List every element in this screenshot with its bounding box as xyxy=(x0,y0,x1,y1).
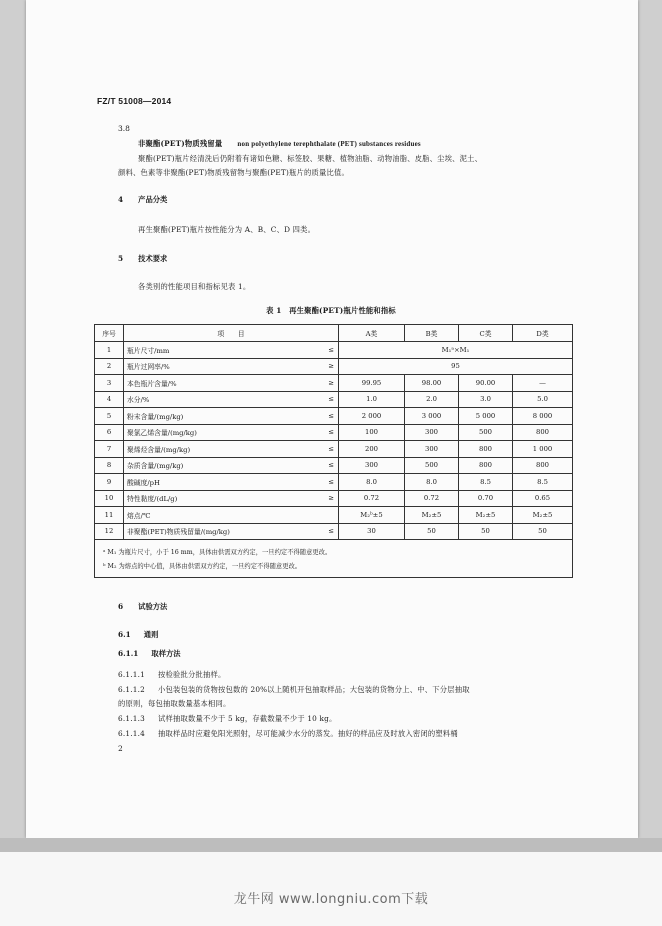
clause-3-8-term xyxy=(138,139,421,149)
table-row xyxy=(95,342,573,359)
cell-class-d: 1 000 xyxy=(513,441,573,458)
cell-item: 熔点/℃ xyxy=(124,507,276,524)
clause-text: 小包装包装的货物按包数的 20%以上随机开包抽取样品；大包装的货物分上、中、下分层抽取 xyxy=(158,685,470,694)
cell-item: 瓶片尺寸/mm xyxy=(124,342,276,359)
cell-class-d: 50 xyxy=(513,523,573,540)
section-5-text: 各类别的性能项目和指标见表 1。 xyxy=(138,282,251,291)
table-notes xyxy=(95,540,573,578)
page-separator xyxy=(0,838,662,852)
table-row xyxy=(95,523,573,540)
cell-relation: ≤ xyxy=(276,424,339,441)
cell-no: 3 xyxy=(95,375,124,392)
cell-relation: ≤ xyxy=(276,523,339,540)
cell-no: 9 xyxy=(95,474,124,491)
clause-6-1-1-2 xyxy=(118,685,470,695)
section-6-1-1-number: 6.1.1 xyxy=(118,649,139,658)
cell-no: 1 xyxy=(95,342,124,359)
note-b: ᵇ M₂ 为熔点的中心值，具体由供需双方约定，一旦约定不得随意更改。 xyxy=(103,563,302,570)
term-zh: 非聚酯(PET)物质残留量 xyxy=(138,139,223,148)
header-class-b: B类 xyxy=(405,325,459,342)
cell-item: 聚氯乙烯含量/(mg/kg) xyxy=(124,424,276,441)
header-no: 序号 xyxy=(95,325,124,342)
clause-number: 6.1.1.3 xyxy=(118,714,145,723)
cell-no: 11 xyxy=(95,507,124,524)
table-1-caption: 表 1 再生聚酯(PET)瓶片性能和指标 xyxy=(266,306,396,315)
cell-no: 12 xyxy=(95,523,124,540)
cell-class-d: 8.5 xyxy=(513,474,573,491)
cell-relation: ≤ xyxy=(276,342,339,359)
table-row xyxy=(95,358,573,375)
term-en: non polyethylene terephthalate (PET) substances residues xyxy=(237,140,421,148)
section-4-number: 4 xyxy=(118,195,124,204)
cell-class-a: 2 000 xyxy=(339,408,405,425)
note-a: ᵃ M₁ 为瓶片尺寸，小于 16 mm，具体由供需双方约定，一旦约定不得随意更改。 xyxy=(103,549,332,556)
cell-class-b: 50 xyxy=(405,523,459,540)
cell-relation: ≤ xyxy=(276,391,339,408)
cell-all-classes: 95 xyxy=(339,358,573,375)
cell-class-c: 50 xyxy=(459,523,513,540)
clause-3-8-number: 3.8 xyxy=(118,124,130,133)
clause-3-8-definition-line1: 聚酯(PET)瓶片经清洗后仍附着有诸如色糖、标签胶、果糖、植物油脂、动物油脂、皮脂、尘埃、泥土、 xyxy=(138,154,483,163)
clause-number: 6.1.1.2 xyxy=(118,685,145,694)
section-6-1-1-title: 取样方法 xyxy=(151,649,181,658)
clause-text: 抽取样品时应避免阳光照射，尽可能减少水分的蒸发。抽好的样品应及时放入密闭的塑料桶 xyxy=(158,729,458,738)
section-5-heading xyxy=(118,254,167,264)
cell-class-c: 500 xyxy=(459,424,513,441)
table-row xyxy=(95,507,573,524)
table-row xyxy=(95,391,573,408)
clause-6-1-1-2-cont xyxy=(118,699,230,709)
table-row xyxy=(95,408,573,425)
clause-number: 6.1.1.1 xyxy=(118,670,145,679)
clause-text: 的原则，每包抽取数量基本相同。 xyxy=(118,699,231,708)
cell-item: 粉末含量/(mg/kg) xyxy=(124,408,276,425)
cell-class-b: 0.72 xyxy=(405,490,459,507)
cell-class-b: M₂±5 xyxy=(405,507,459,524)
section-6-1-title: 通则 xyxy=(143,630,159,639)
cell-class-c: 3.0 xyxy=(459,391,513,408)
header-class-a: A类 xyxy=(339,325,405,342)
table-row xyxy=(95,474,573,491)
cell-class-a: 8.0 xyxy=(339,474,405,491)
cell-class-b: 98.00 xyxy=(405,375,459,392)
table-header-row xyxy=(95,325,573,342)
cell-class-a: 1.0 xyxy=(339,391,405,408)
cell-class-c: 90.00 xyxy=(459,375,513,392)
cell-class-d: 800 xyxy=(513,424,573,441)
cell-class-a: 300 xyxy=(339,457,405,474)
cell-item: 杂质含量/(mg/kg) xyxy=(124,457,276,474)
cell-relation: ≥ xyxy=(276,375,339,392)
cell-all-classes: M₁ᵃ×M₁ xyxy=(339,342,573,359)
clause-3-8-definition-line2: 颜料、色素等非聚酯(PET)物质残留物与聚酯(PET)瓶片的质量比值。 xyxy=(118,168,350,177)
section-4-heading xyxy=(118,195,167,205)
cell-class-b: 2.0 xyxy=(405,391,459,408)
cell-class-d: 800 xyxy=(513,457,573,474)
table-row xyxy=(95,490,573,507)
cell-class-a: 100 xyxy=(339,424,405,441)
cell-no: 2 xyxy=(95,358,124,375)
cell-class-b: 8.0 xyxy=(405,474,459,491)
section-4-title: 产品分类 xyxy=(138,195,168,204)
section-5-title: 技术要求 xyxy=(138,254,168,263)
standard-number: FZ/T 51008—2014 xyxy=(97,96,172,106)
table-row xyxy=(95,441,573,458)
cell-relation xyxy=(276,507,339,524)
cell-no: 5 xyxy=(95,408,124,425)
cell-item: 非聚酯(PET)物质残留量/(mg/kg) xyxy=(124,523,276,540)
section-6-number: 6 xyxy=(118,602,124,611)
clause-text: 按检验批分批抽样。 xyxy=(158,670,226,679)
clause-text: 试样抽取数量不少于 5 kg，存截数量不少于 10 kg。 xyxy=(158,714,337,723)
cell-class-c: M₂±5 xyxy=(459,507,513,524)
section-6-title: 试验方法 xyxy=(138,602,168,611)
table-row xyxy=(95,457,573,474)
clause-6-1-1-3 xyxy=(118,714,337,724)
section-6-1-heading xyxy=(118,630,158,640)
cell-item: 水分/% xyxy=(124,391,276,408)
page-number: 2 xyxy=(118,744,123,753)
cell-item: 酸碱度/pH xyxy=(124,474,276,491)
watermark-text: 龙牛网 www.longniu.com下载 xyxy=(233,892,429,907)
cell-class-b: 300 xyxy=(405,424,459,441)
cell-class-b: 500 xyxy=(405,457,459,474)
cell-class-c: 5 000 xyxy=(459,408,513,425)
cell-class-a: 30 xyxy=(339,523,405,540)
clause-6-1-1-1 xyxy=(118,670,225,680)
cell-class-a: 200 xyxy=(339,441,405,458)
header-class-d: D类 xyxy=(513,325,573,342)
section-6-1-1-heading xyxy=(118,649,181,659)
table-row xyxy=(95,375,573,392)
cell-relation: ≤ xyxy=(276,441,339,458)
cell-class-d: M₂±5 xyxy=(513,507,573,524)
cell-item: 聚烯烃含量/(mg/kg) xyxy=(124,441,276,458)
cell-relation: ≤ xyxy=(276,457,339,474)
section-6-1-number: 6.1 xyxy=(118,630,131,639)
cell-class-c: 800 xyxy=(459,441,513,458)
cell-relation: ≤ xyxy=(276,474,339,491)
header-class-c: C类 xyxy=(459,325,513,342)
cell-class-d: 0.65 xyxy=(513,490,573,507)
section-5-number: 5 xyxy=(118,254,124,263)
cell-no: 10 xyxy=(95,490,124,507)
cell-class-a: 99.95 xyxy=(339,375,405,392)
cell-no: 4 xyxy=(95,391,124,408)
cell-class-d: — xyxy=(513,375,573,392)
section-4-text: 再生聚酯(PET)瓶片按性能分为 A、B、C、D 四类。 xyxy=(138,225,316,234)
table-row xyxy=(95,424,573,441)
cell-class-b: 3 000 xyxy=(405,408,459,425)
cell-item: 本色瓶片含量/% xyxy=(124,375,276,392)
clause-6-1-1-4 xyxy=(118,729,458,739)
table-notes-row xyxy=(95,540,573,578)
cell-relation: ≤ xyxy=(276,408,339,425)
section-6-heading xyxy=(118,602,167,612)
cell-class-c: 800 xyxy=(459,457,513,474)
cell-class-c: 8.5 xyxy=(459,474,513,491)
header-item: 项 目 xyxy=(124,325,339,342)
clause-number: 6.1.1.4 xyxy=(118,729,145,738)
table-1 xyxy=(94,324,573,578)
cell-item: 瓶片过网率/% xyxy=(124,358,276,375)
cell-item: 特性黏度/(dL/g) xyxy=(124,490,276,507)
cell-class-a: 0.72 xyxy=(339,490,405,507)
cell-no: 6 xyxy=(95,424,124,441)
cell-class-d: 5.0 xyxy=(513,391,573,408)
cell-class-a: M₂ᵇ±5 xyxy=(339,507,405,524)
cell-no: 8 xyxy=(95,457,124,474)
cell-class-b: 300 xyxy=(405,441,459,458)
cell-class-c: 0.70 xyxy=(459,490,513,507)
cell-class-d: 8 000 xyxy=(513,408,573,425)
cell-no: 7 xyxy=(95,441,124,458)
cell-relation: ≥ xyxy=(276,358,339,375)
cell-relation: ≥ xyxy=(276,490,339,507)
